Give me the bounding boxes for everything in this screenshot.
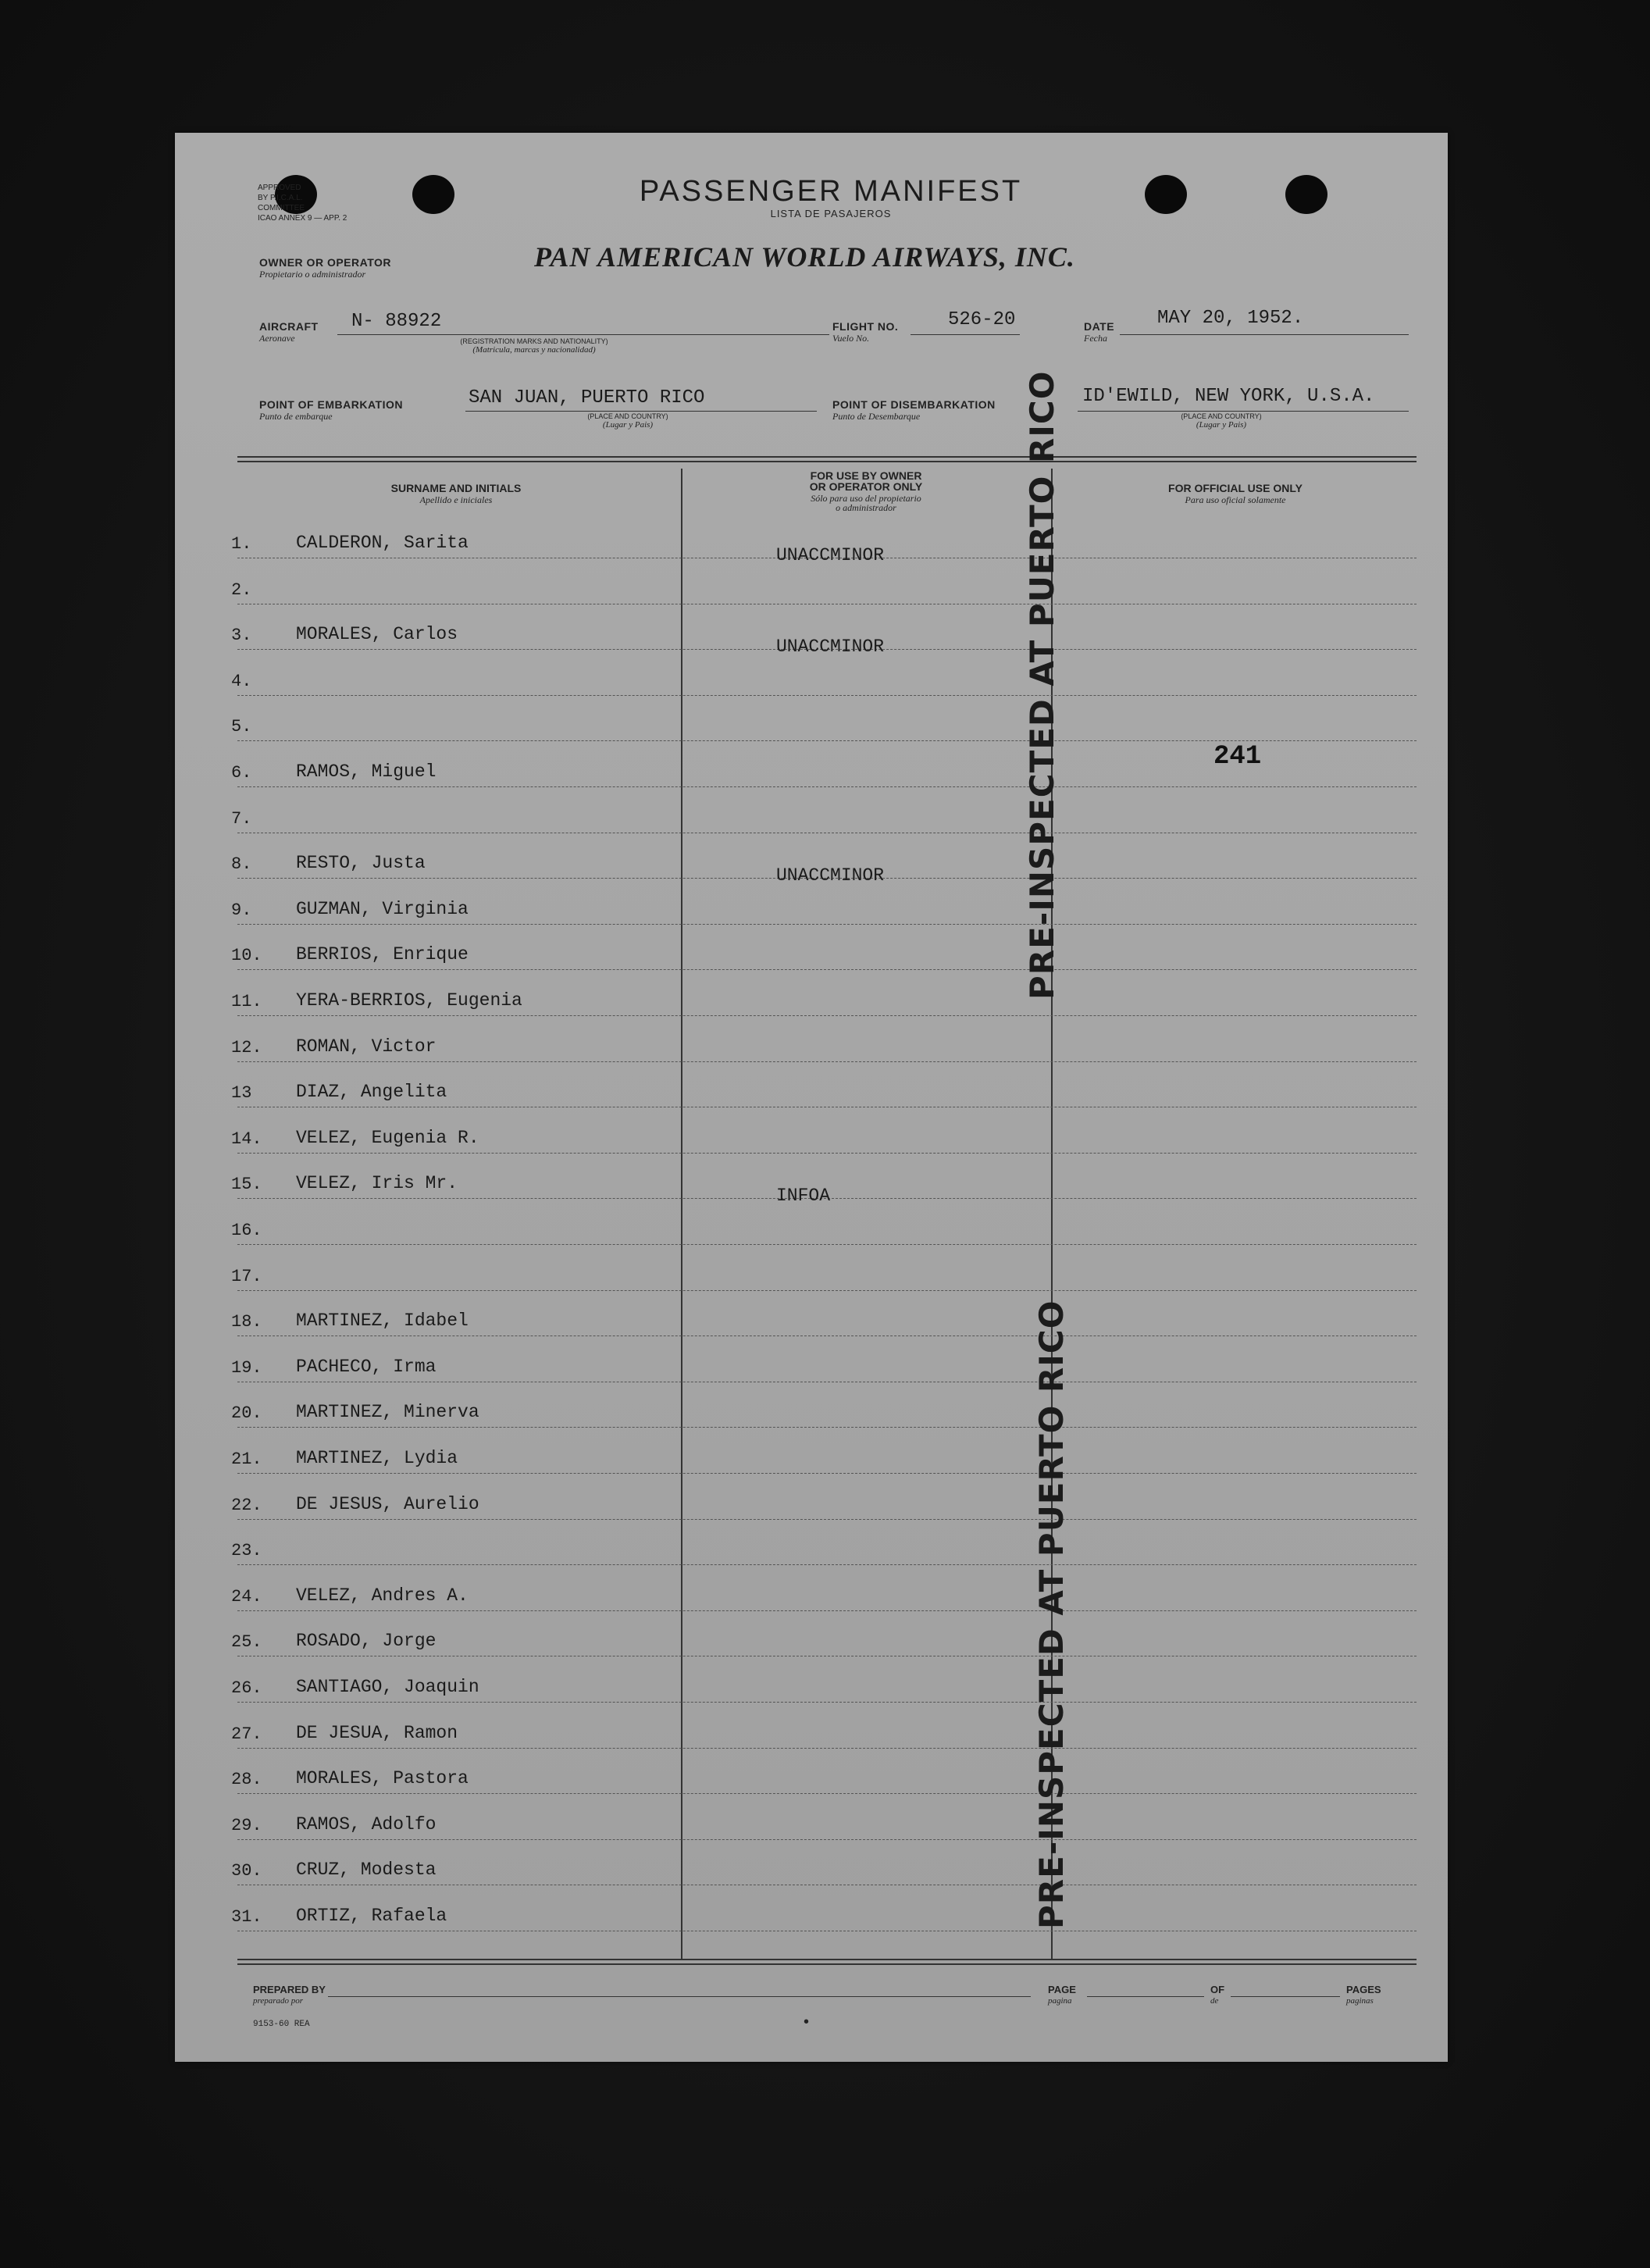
row-divider xyxy=(237,786,1417,787)
row-divider xyxy=(237,1427,1417,1428)
page-label-es: pagina xyxy=(1048,1996,1072,2006)
operator-note: UNACCMINOR xyxy=(776,865,885,886)
place-note-es: (Lugar y Pais) xyxy=(1196,420,1247,430)
approval-line: BY P.I.C.A.L. COMMITTEE xyxy=(258,194,305,212)
row-divider xyxy=(237,1610,1417,1611)
row-divider xyxy=(237,1519,1417,1520)
disembarkation-label-es: Punto de Desembarque xyxy=(832,411,921,422)
passenger-name: BERRIOS, Enrique xyxy=(296,944,469,965)
row-divider xyxy=(237,1290,1417,1291)
row-number: 28. xyxy=(231,1770,262,1789)
row-number: 18. xyxy=(231,1312,262,1332)
row-divider xyxy=(237,1748,1417,1749)
row-number: 1. xyxy=(231,534,252,554)
row-number: 6. xyxy=(231,763,252,783)
row-divider xyxy=(237,695,1417,696)
pages-label: PAGES xyxy=(1346,1984,1381,1995)
row-number: 31. xyxy=(231,1907,262,1927)
column-divider xyxy=(681,469,682,1960)
passenger-name: VELEZ, Eugenia R. xyxy=(296,1128,479,1148)
row-number: 4. xyxy=(231,672,252,691)
of-underline xyxy=(1231,1996,1340,1997)
of-label-es: de xyxy=(1210,1996,1219,2006)
row-number: 22. xyxy=(231,1496,262,1515)
pages-label-es: paginas xyxy=(1346,1996,1374,2006)
row-number: 7. xyxy=(231,809,252,829)
owner-column-header: OR OPERATOR ONLY xyxy=(809,480,923,493)
row-number: 9. xyxy=(231,900,252,920)
embarkation-label-es: Punto de embarque xyxy=(259,411,333,422)
registration-note-es: (Matricula, marcas y nacionalidad) xyxy=(472,345,596,355)
header-rule xyxy=(237,461,1417,462)
operator-note: UNACCMINOR xyxy=(776,637,885,657)
row-number: 2. xyxy=(231,580,252,600)
row-number: 11. xyxy=(231,992,262,1011)
passenger-name: ROSADO, Jorge xyxy=(296,1631,437,1651)
row-number: 8. xyxy=(231,854,252,874)
row-number: 10. xyxy=(231,946,262,965)
punch-hole xyxy=(1285,175,1327,214)
passenger-name: PACHECO, Irma xyxy=(296,1357,437,1377)
row-number: 26. xyxy=(231,1678,262,1698)
footer-rule xyxy=(237,1963,1417,1965)
passenger-name: RAMOS, Miguel xyxy=(296,761,437,782)
passenger-name: DE JESUA, Ramon xyxy=(296,1723,458,1743)
row-number: 20. xyxy=(231,1403,262,1423)
passenger-name: YERA-BERRIOS, Eugenia xyxy=(296,990,522,1011)
disembarkation-value: ID'EWILD, NEW YORK, U.S.A. xyxy=(1082,386,1375,407)
form-code: 9153-60 REA xyxy=(253,2020,310,2029)
approval-note xyxy=(258,183,351,223)
embarkation-underline xyxy=(465,411,817,412)
official-column-header-es: Para uso oficial solamente xyxy=(1185,494,1286,505)
owner-column-header-es: o administrador xyxy=(836,502,896,513)
embarkation-label: POINT OF EMBARKATION xyxy=(259,398,403,411)
passenger-name: MARTINEZ, Lydia xyxy=(296,1448,458,1468)
row-divider xyxy=(237,1702,1417,1703)
passenger-name: ORTIZ, Rafaela xyxy=(296,1906,447,1926)
punch-hole xyxy=(412,175,454,214)
page-underline xyxy=(1087,1996,1204,1997)
passenger-name: VELEZ, Andres A. xyxy=(296,1585,469,1606)
row-divider xyxy=(237,1335,1417,1336)
place-note: (PLACE AND COUNTRY) xyxy=(587,412,668,420)
disembarkation-label: POINT OF DISEMBARKATION xyxy=(832,398,996,411)
official-column-header: FOR OFFICIAL USE ONLY xyxy=(1168,482,1303,494)
passenger-name: MARTINEZ, Idabel xyxy=(296,1311,469,1331)
punch-hole xyxy=(1145,175,1187,214)
aircraft-label: AIRCRAFT xyxy=(259,320,319,333)
flight-value: 526-20 xyxy=(948,309,1016,330)
row-divider xyxy=(237,924,1417,925)
aircraft-underline xyxy=(337,334,829,335)
row-divider xyxy=(237,1153,1417,1154)
row-number: 5. xyxy=(231,717,252,736)
passenger-name: ROMAN, Victor xyxy=(296,1036,437,1057)
footer-rule xyxy=(237,1959,1417,1960)
manifest-sheet xyxy=(175,133,1448,2062)
row-divider xyxy=(237,1061,1417,1062)
row-number: 15. xyxy=(231,1175,262,1194)
owner-value: PAN AMERICAN WORLD AIRWAYS, INC. xyxy=(534,241,1075,273)
place-note: (PLACE AND COUNTRY) xyxy=(1181,412,1262,420)
row-divider xyxy=(237,1473,1417,1474)
row-divider xyxy=(237,1564,1417,1565)
row-number: 19. xyxy=(231,1358,262,1378)
place-note-es: (Lugar y Pais) xyxy=(602,420,654,430)
header-rule xyxy=(237,456,1417,458)
row-number: 27. xyxy=(231,1724,262,1744)
passenger-name: CRUZ, Modesta xyxy=(296,1860,437,1880)
date-underline xyxy=(1120,334,1409,335)
name-column-header: SURNAME AND INITIALS xyxy=(390,482,522,494)
row-number: 25. xyxy=(231,1632,262,1652)
row-divider xyxy=(237,1244,1417,1245)
owner-label: OWNER OR OPERATOR xyxy=(259,256,391,269)
passenger-name: MORALES, Pastora xyxy=(296,1768,469,1788)
row-number: 12. xyxy=(231,1038,262,1057)
row-number: 16. xyxy=(231,1221,262,1240)
row-number: 3. xyxy=(231,626,252,645)
page-title: PASSENGER MANIFEST xyxy=(639,175,1023,208)
prepared-by-label: PREPARED BY xyxy=(253,1984,326,1995)
registration-note: (REGISTRATION MARKS AND NATIONALITY) xyxy=(460,337,608,345)
row-number: 13 xyxy=(231,1083,252,1103)
of-label: OF xyxy=(1210,1984,1225,1995)
passenger-name: RAMOS, Adolfo xyxy=(296,1814,437,1835)
row-divider xyxy=(237,1839,1417,1840)
row-divider xyxy=(237,1793,1417,1794)
official-mark: 241 xyxy=(1213,742,1262,772)
owner-column-header: FOR USE BY OWNER xyxy=(810,469,922,482)
operator-note: INFOA xyxy=(776,1186,831,1206)
passenger-name: GUZMAN, Virginia xyxy=(296,899,469,919)
disembarkation-underline xyxy=(1078,411,1409,412)
flight-label: FLIGHT NO. xyxy=(832,320,899,333)
aircraft-label-es: Aeronave xyxy=(259,333,295,344)
page-subtitle: LISTA DE PASAJEROS xyxy=(770,208,892,219)
flight-underline xyxy=(911,334,1020,335)
passenger-name: DIAZ, Angelita xyxy=(296,1082,447,1102)
name-column-header-es: Apellido e iniciales xyxy=(419,494,493,505)
aircraft-value: N- 88922 xyxy=(351,311,442,332)
owner-label-es: Propietario o administrador xyxy=(259,269,366,280)
approval-line: ICAO ANNEX 9 — APP. 2 xyxy=(258,214,347,223)
row-number: 24. xyxy=(231,1587,262,1606)
row-number: 21. xyxy=(231,1450,262,1469)
row-number: 29. xyxy=(231,1816,262,1835)
prepared-by-underline xyxy=(328,1996,1031,1997)
passenger-name: DE JESUS, Aurelio xyxy=(296,1494,479,1514)
row-divider xyxy=(237,1015,1417,1016)
row-divider xyxy=(237,969,1417,970)
flight-label-es: Vuelo No. xyxy=(832,333,870,344)
ink-speck: • xyxy=(804,2013,810,2031)
passenger-name: RESTO, Justa xyxy=(296,853,426,873)
pre-inspected-stamp: PRE-INSPECTED AT PUERTO RICO xyxy=(1023,370,1061,1000)
pre-inspected-stamp: PRE-INSPECTED AT PUERTO RICO xyxy=(1032,1300,1071,1929)
page-label: PAGE xyxy=(1048,1984,1076,1995)
row-number: 17. xyxy=(231,1267,262,1286)
row-divider xyxy=(237,740,1417,741)
owner-column-header-es: Sólo para uso del propietario xyxy=(811,493,921,504)
row-number: 30. xyxy=(231,1861,262,1881)
date-label: DATE xyxy=(1084,320,1115,333)
passenger-name: SANTIAGO, Joaquin xyxy=(296,1677,479,1697)
row-number: 23. xyxy=(231,1541,262,1560)
operator-note: UNACCMINOR xyxy=(776,545,885,565)
approval-line: APPROVED xyxy=(258,184,301,192)
passenger-name: VELEZ, Iris Mr. xyxy=(296,1173,458,1193)
prepared-by-label-es: preparado por xyxy=(253,1996,304,2006)
row-number: 14. xyxy=(231,1129,262,1149)
passenger-name: MARTINEZ, Minerva xyxy=(296,1402,479,1422)
date-value: MAY 20, 1952. xyxy=(1157,308,1304,329)
date-label-es: Fecha xyxy=(1084,333,1107,344)
passenger-name: MORALES, Carlos xyxy=(296,624,458,644)
passenger-name: CALDERON, Sarita xyxy=(296,533,469,553)
embarkation-value: SAN JUAN, PUERTO RICO xyxy=(469,387,705,408)
